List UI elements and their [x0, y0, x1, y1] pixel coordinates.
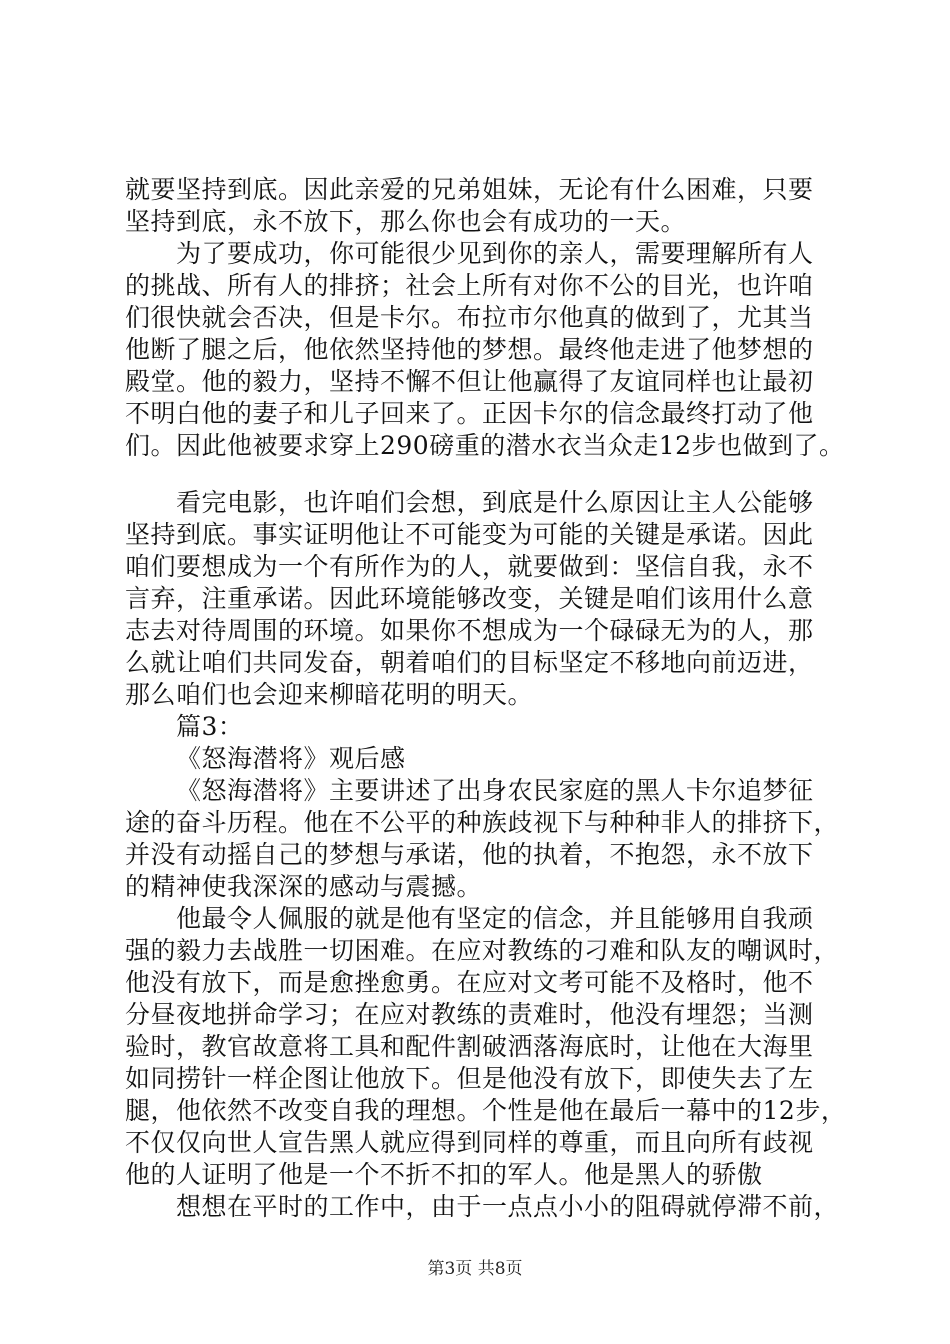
- text-line: 殿堂。他的毅力，坚持不懈不但让他赢得了友谊同样也让最初: [125, 367, 814, 396]
- text-line: 他最令人佩服的就是他有坚定的信念，并且能够用自我顽: [176, 904, 814, 933]
- text-line: 途的奋斗历程。他在不公平的种族歧视下与种种非人的排挤下，: [125, 808, 840, 837]
- text-line: 不明白他的妻子和儿子回来了。正因卡尔的信念最终打动了他: [125, 399, 814, 428]
- text-line: 那么咱们也会迎来柳暗花明的明天。: [125, 680, 534, 709]
- section-heading: 篇3：: [176, 712, 244, 741]
- text-line: 就要坚持到底。因此亲爱的兄弟姐妹，无论有什么困难，只要: [125, 175, 814, 204]
- text-line: 《怒海潜将》主要讲述了出身农民家庭的黑人卡尔追梦征: [176, 776, 814, 805]
- text-line: 如同捞针一样企图让他放下。但是他没有放下，即使失去了左: [125, 1064, 814, 1093]
- text-line: 他的人证明了他是一个不折不扣的军人。他是黑人的骄傲: [125, 1160, 763, 1189]
- text-line: 验时，教官故意将工具和配件割破洒落海底时，让他在大海里: [125, 1032, 814, 1061]
- text-line: 坚持到底。事实证明他让不可能变为可能的关键是承诺。因此: [125, 520, 814, 549]
- text-line: 不仅仅向世人宣告黑人就应得到同样的尊重，而且向所有歧视: [125, 1128, 814, 1157]
- text-line: 分昼夜地拼命学习；在应对教练的责难时，他没有埋怨；当测: [125, 1000, 814, 1029]
- text-line: 的精神使我深深的感动与震撼。: [125, 872, 483, 901]
- text-line: 坚持到底，永不放下，那么你也会有成功的一天。: [125, 207, 687, 236]
- text-line: 强的毅力去战胜一切困难。在应对教练的刁难和队友的嘲讽时，: [125, 936, 840, 965]
- page-footer: 第3页 共8页: [427, 1259, 523, 1279]
- text-line: 的挑战、所有人的排挤；社会上所有对你不公的目光，也许咱: [125, 271, 814, 300]
- text-line: 们很快就会否决，但是卡尔。布拉市尔他真的做到了，尤其当: [125, 303, 814, 332]
- text-line: 们。因此他被要求穿上290磅重的潜水衣当众走12步也做到了。: [125, 431, 845, 460]
- text-line: 想想在平时的工作中，由于一点点小小的阻碍就停滞不前，: [176, 1192, 840, 1221]
- text-line: 看完电影，也许咱们会想，到底是什么原因让主人公能够: [176, 488, 814, 517]
- text-line: 他没有放下，而是愈挫愈勇。在应对文考可能不及格时，他不: [125, 968, 814, 997]
- text-line: 腿，他依然不改变自我的理想。个性是他在最后一幕中的12步，: [125, 1096, 847, 1125]
- text-line: 为了要成功，你可能很少见到你的亲人，需要理解所有人: [176, 239, 814, 268]
- section-title: 《怒海潜将》观后感: [176, 744, 406, 773]
- text-line: 言弃，注重承诺。因此环境能够改变，关键是咱们该用什么意: [125, 584, 814, 613]
- text-line: 么就让咱们共同发奋，朝着咱们的目标坚定不移地向前迈进，: [125, 648, 814, 677]
- text-line: 咱们要想成为一个有所作为的人，就要做到：坚信自我，永不: [125, 552, 814, 581]
- text-line: 他断了腿之后，他依然坚持他的梦想。最终他走进了他梦想的: [125, 335, 814, 364]
- text-line: 并没有动摇自己的梦想与承诺，他的执着，不抱怨，永不放下: [125, 840, 814, 869]
- text-line: 志去对待周围的环境。如果你不想成为一个碌碌无为的人，那: [125, 616, 814, 645]
